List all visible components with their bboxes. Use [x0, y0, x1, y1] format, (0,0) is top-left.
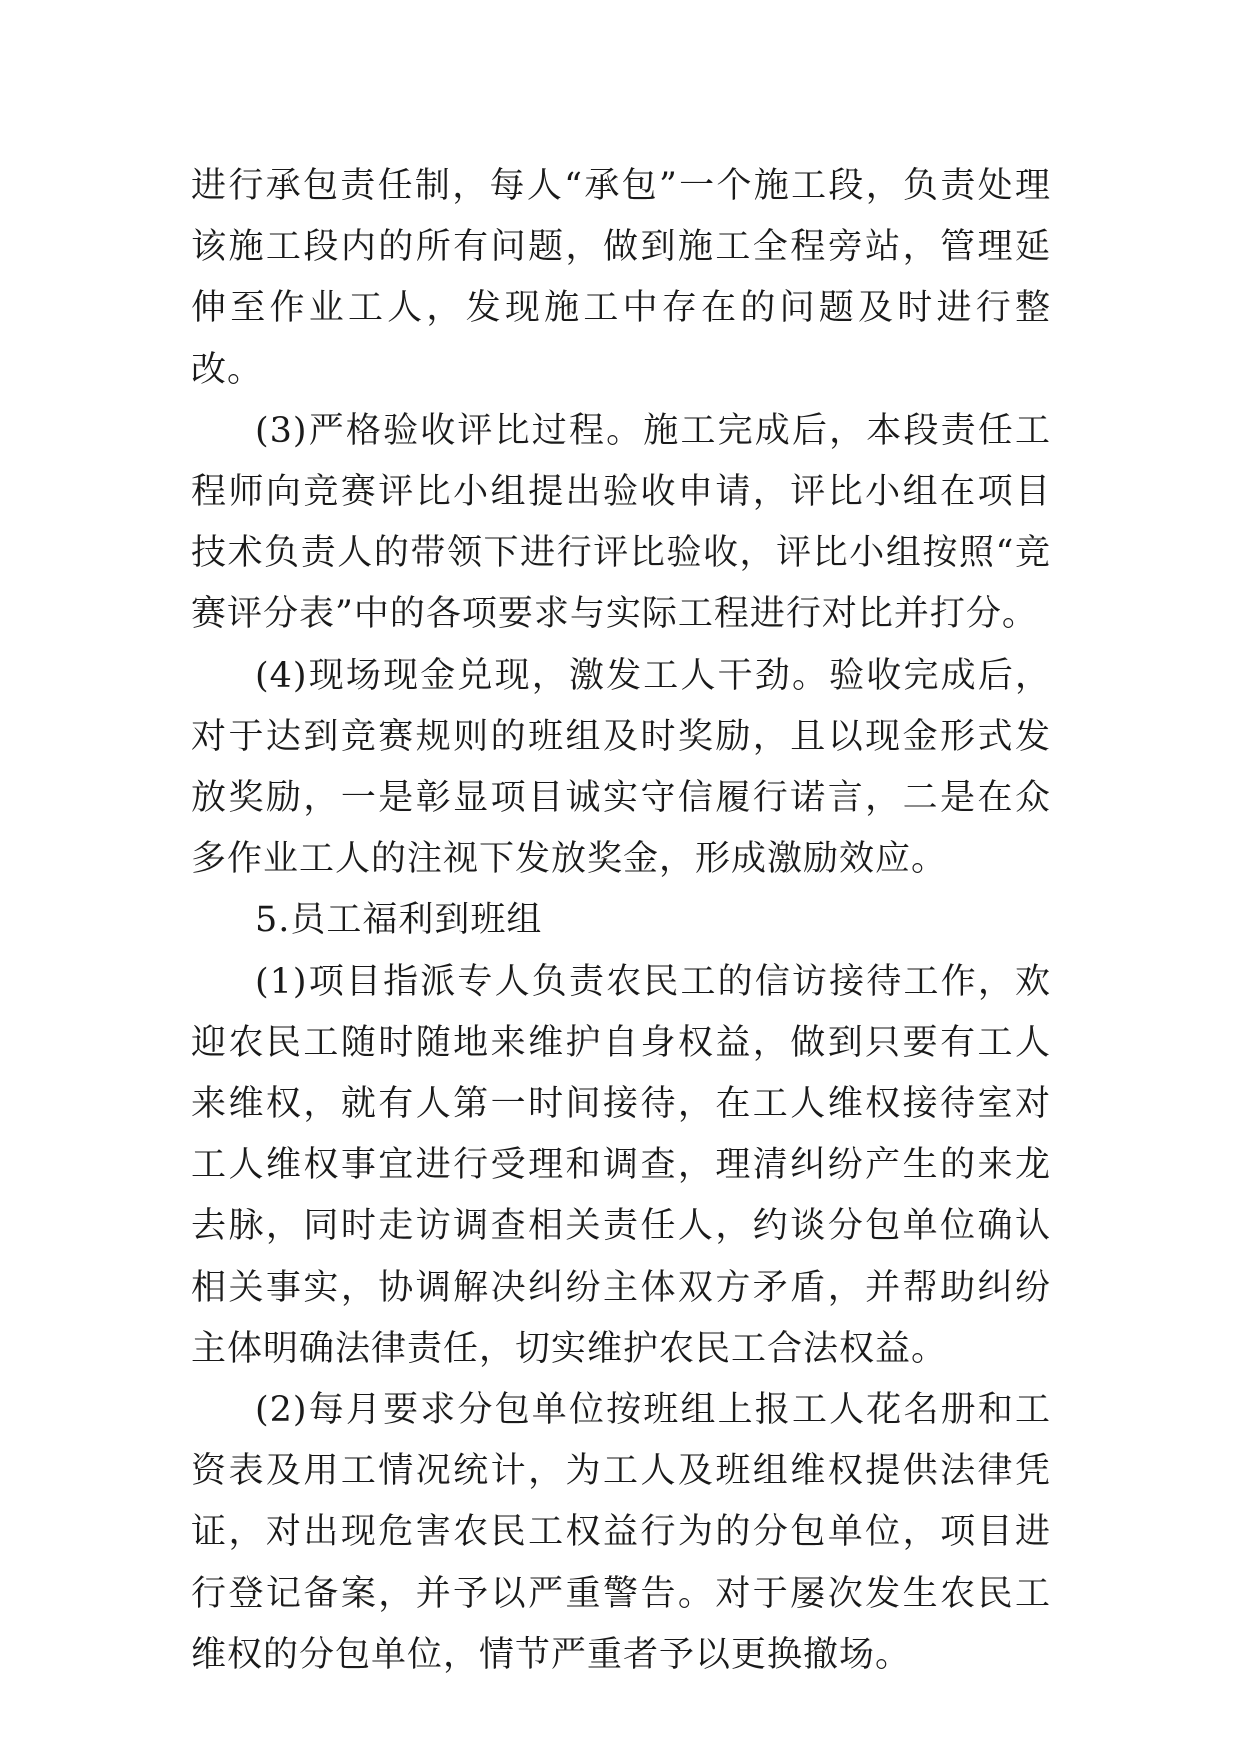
document-body — [191, 156, 1051, 1686]
paragraph-item-1: (1)项目指派专人负责农民工的信访接待工作，欢迎农民工随时随地来维护自身权益，做到只要有工人来维权，就有人第一时间接待，在工人维权接待室对工人维权事宜进行受理和调查，理清纠纷产生的来龙去脉，同时走访调查相关责任人，约谈分包单位确认相关事实，协调解决纠纷主体双方矛盾，并帮助纠纷主体明确法律责任，切实维护农民工合法权益。 — [191, 961, 1051, 1369]
paragraph-item-2: (2)每月要求分包单位按班组上报工人花名册和工资表及用工情况统计，为工人及班组维权提供法律凭证，对出现危害农民工权益行为的分包单位，项目进行登记备案，并予以严重警告。对于屡次发生农民工维权的分包单位，情节严重者予以更换撤场。 — [191, 1390, 1051, 1675]
paragraph-continuation: 进行承包责任制，每人“承包”一个施工段，负责处理该施工段内的所有问题，做到施工全程旁站，管理延伸至作业工人，发现施工中存在的问题及时进行整改。 — [191, 166, 1051, 390]
section-heading-5: 5.员工福利到班组 — [255, 900, 543, 941]
paragraph-item-4: (4)现场现金兑现，激发工人干劲。验收完成后，对于达到竞赛规则的班组及时奖励，且以现金形式发放奖励，一是彰显项目诚实守信履行诺言，二是在众多作业工人的注视下发放奖金，形成激励效应。 — [191, 655, 1051, 880]
paragraph-item-3: (3)严格验收评比过程。施工完成后，本段责任工程师向竞赛评比小组提出验收申请，评比小组在项目技术负责人的带领下进行评比验收，评比小组按照“竞赛评分表”中的各项要求与实际工程进行对比并打分。 — [191, 410, 1051, 635]
